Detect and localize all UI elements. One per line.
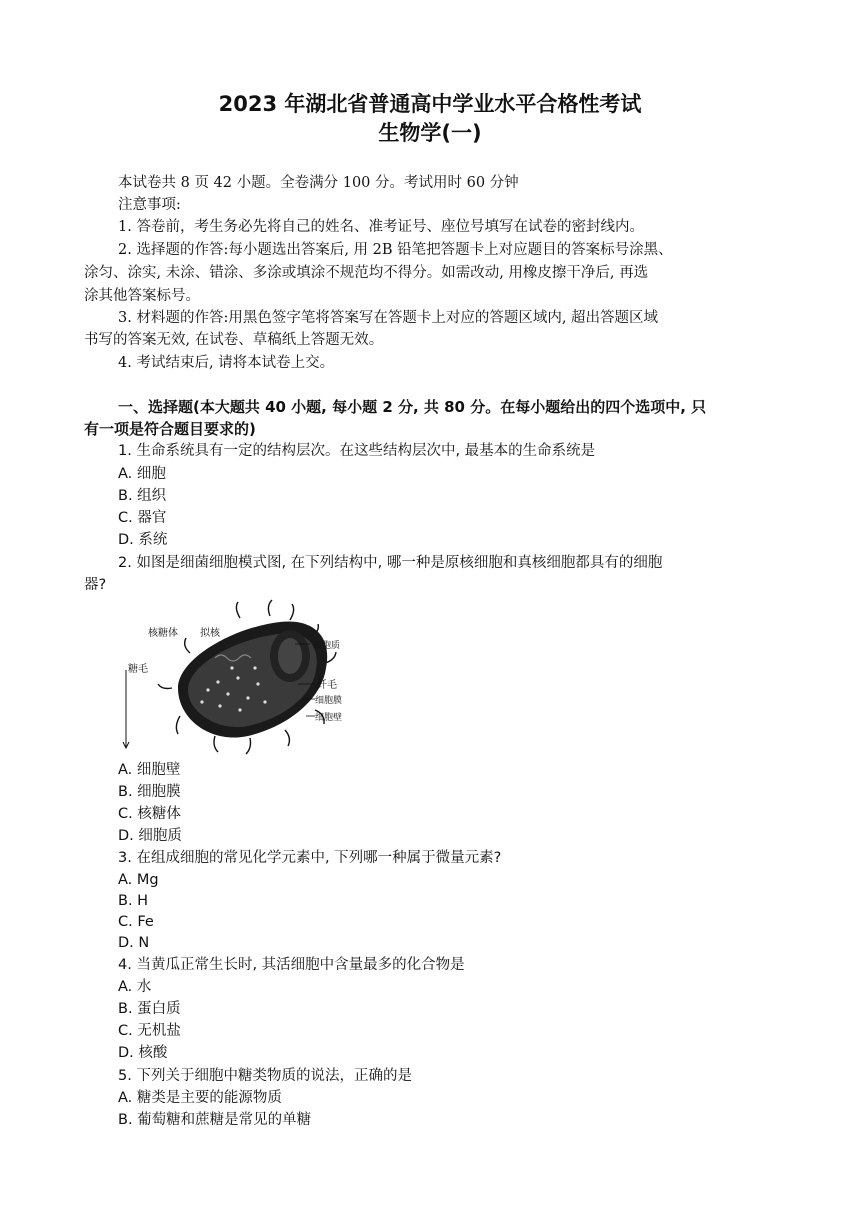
notice-heading: 注意事项:	[118, 197, 181, 213]
answer-option: C. 器官	[118, 510, 167, 526]
question-stem: 4. 当黄瓜正常生长时, 其活细胞中含量最多的化合物是	[118, 957, 465, 973]
answer-option: D. 系统	[118, 532, 168, 548]
question-stem: 3. 在组成细胞的常见化学元素中, 下列哪一种属于微量元素?	[118, 850, 502, 866]
notice-item: 1. 答卷前，考生务必先将自己的姓名、准考证号、座位号填写在试卷的密封线内。	[118, 219, 644, 235]
notice-item: 3. 材料题的作答:用黑色签字笔将答案写在答题卡上对应的答题区域内, 超出答题区域	[118, 310, 659, 326]
label-nucleoid: 拟核	[200, 628, 220, 639]
notice-item: 涂匀、涂实, 未涂、错涂、多涂或填涂不规范均不得分。如需改动, 用橡皮擦干净后, 再选	[84, 265, 649, 281]
question-stem: 器?	[84, 577, 107, 593]
answer-option: B. 葡萄糖和蔗糖是常见的单糖	[118, 1112, 312, 1128]
answer-option: A. 细胞壁	[118, 762, 181, 778]
answer-option: B. H	[118, 893, 149, 909]
notice-item: 2. 选择题的作答:每小题选出答案后, 用 2B 铅笔把答题卡上对应题目的答案标号涂黑、	[118, 242, 673, 258]
answer-option: C. Fe	[118, 914, 154, 930]
answer-option: B. 蛋白质	[118, 1001, 181, 1017]
answer-option: D. N	[118, 935, 150, 951]
page-subtitle: 生物学(一)	[378, 121, 482, 145]
notice-item: 涂其他答案标号。	[84, 288, 200, 304]
answer-option: A. 糖类是主要的能源物质	[118, 1090, 282, 1106]
page-title: 2023 年湖北省普通高中学业水平合格性考试	[218, 92, 642, 116]
bacterial-cell-diagram	[120, 598, 360, 758]
question-stem: 2. 如图是细菌细胞模式图, 在下列结构中, 哪一种是原核细胞和真核细胞都具有的细胞	[118, 555, 663, 571]
answer-option: C. 无机盐	[118, 1023, 181, 1039]
exam-info: 本试卷共 8 页 42 小题。全卷满分 100 分。考试用时 60 分钟	[118, 175, 519, 191]
answer-option: D. 核酸	[118, 1045, 168, 1061]
answer-option: C. 核糖体	[118, 806, 181, 822]
question-stem: 1. 生命系统具有一定的结构层次。在这些结构层次中, 最基本的生命系统是	[118, 443, 596, 459]
answer-option: B. 细胞膜	[118, 784, 181, 800]
label-membrane: 细胞膜	[315, 696, 343, 706]
answer-option: D. 细胞质	[118, 828, 182, 844]
question-stem: 5. 下列关于细胞中糖类物质的说法，正确的是	[118, 1068, 412, 1084]
answer-option: A. 水	[118, 979, 152, 995]
bacterial-cell-illustration	[120, 598, 360, 758]
answer-option: B. 组织	[118, 488, 167, 504]
label-wall: 细胞壁	[315, 713, 343, 723]
answer-option: A. 细胞	[118, 466, 166, 482]
answer-option: A. Mg	[118, 872, 159, 888]
label-ribosome: 核糖体	[148, 628, 178, 639]
label-pili: 纤毛	[317, 680, 337, 691]
label-cytoplasm: 细胞质	[313, 641, 341, 651]
section-heading: 有一项是符合题目要求的)	[84, 420, 256, 438]
notice-item: 4. 考试结束后, 请将本试卷上交。	[118, 355, 335, 371]
notice-item: 书写的答案无效, 在试卷、草稿纸上答题无效。	[84, 332, 384, 348]
section-heading: 一、选择题(本大题共 40 小题, 每小题 2 分, 共 80 分。在每小题给出的四个选项中, 只	[118, 398, 707, 416]
label-glycocalyx: 糖毛	[128, 664, 148, 675]
